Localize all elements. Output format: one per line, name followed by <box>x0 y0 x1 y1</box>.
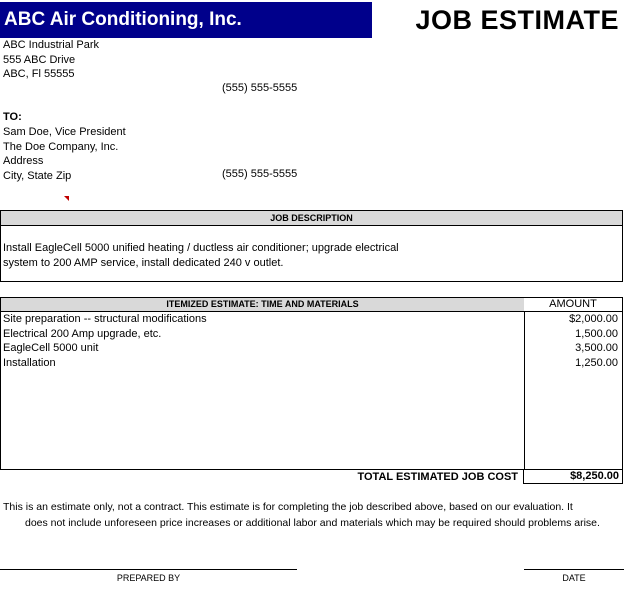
total-value[interactable]: $8,250.00 <box>523 469 623 484</box>
item-description: Installation <box>3 356 56 369</box>
amount-header: AMOUNT <box>524 298 622 312</box>
disclaimer-line: This is an estimate only, not a contract. This estimate is for completing the job described above, based on our evaluation. It <box>3 501 573 513</box>
address-line: 555 ABC Drive <box>3 53 76 66</box>
recipient-phone: (555) 555-5555 <box>222 168 298 180</box>
address-line: ABC Industrial Park <box>3 39 99 51</box>
company-address <box>3 38 99 82</box>
job-description-header: JOB DESCRIPTION <box>1 211 622 226</box>
item-description: Site preparation -- structural modifications <box>3 313 207 325</box>
recipient-label: TO: <box>3 111 22 123</box>
itemized-estimate-box <box>0 297 623 470</box>
recipient-address <box>3 125 126 183</box>
item-amount: $2,000.00 <box>569 313 618 325</box>
recipient-line: City, State Zip <box>3 169 72 182</box>
item-amount: 1,500.00 <box>575 327 618 340</box>
disclaimer-line: does not include unforeseen price increases or additional labor and materials which may be required should problems arise. <box>25 517 600 529</box>
document-title: JOB ESTIMATE <box>415 5 619 35</box>
recipient-line: Address <box>3 155 44 167</box>
item-description: Electrical 200 Amp upgrade, etc. <box>3 327 162 340</box>
item-row[interactable] <box>1 341 622 356</box>
job-description-box <box>0 210 623 282</box>
job-description-text[interactable]: Install EagleCell 5000 unified heating / ductless air conditioner; upgrade electrical system to 200 AMP service, install dedicated 240 v outlet. <box>3 242 399 269</box>
prepared-by-label: PREPARED BY <box>116 573 181 583</box>
date-signature-line <box>524 569 624 570</box>
item-row[interactable] <box>1 312 622 327</box>
date-label: DATE <box>562 573 586 583</box>
item-row[interactable] <box>1 356 622 371</box>
total-label: TOTAL ESTIMATED JOB COST <box>357 471 518 483</box>
address-line: ABC, Fl 55555 <box>3 68 75 80</box>
comment-indicator-icon[interactable] <box>64 196 69 201</box>
item-list <box>1 312 622 370</box>
prepared-by-signature-line <box>0 569 297 570</box>
item-row[interactable] <box>1 327 622 342</box>
company-phone: (555) 555-5555 <box>222 82 298 94</box>
company-name: ABC Air Conditioning, Inc. <box>0 2 372 38</box>
item-description: EagleCell 5000 unit <box>3 342 99 354</box>
recipient-line: Sam Doe, Vice President <box>3 126 126 138</box>
item-amount: 1,250.00 <box>575 356 618 369</box>
itemized-header: ITEMIZED ESTIMATE: TIME AND MATERIALS <box>1 298 524 312</box>
estimate-disclaimer <box>3 499 613 531</box>
recipient-line: The Doe Company, Inc. <box>3 140 119 153</box>
item-amount: 3,500.00 <box>575 342 618 354</box>
